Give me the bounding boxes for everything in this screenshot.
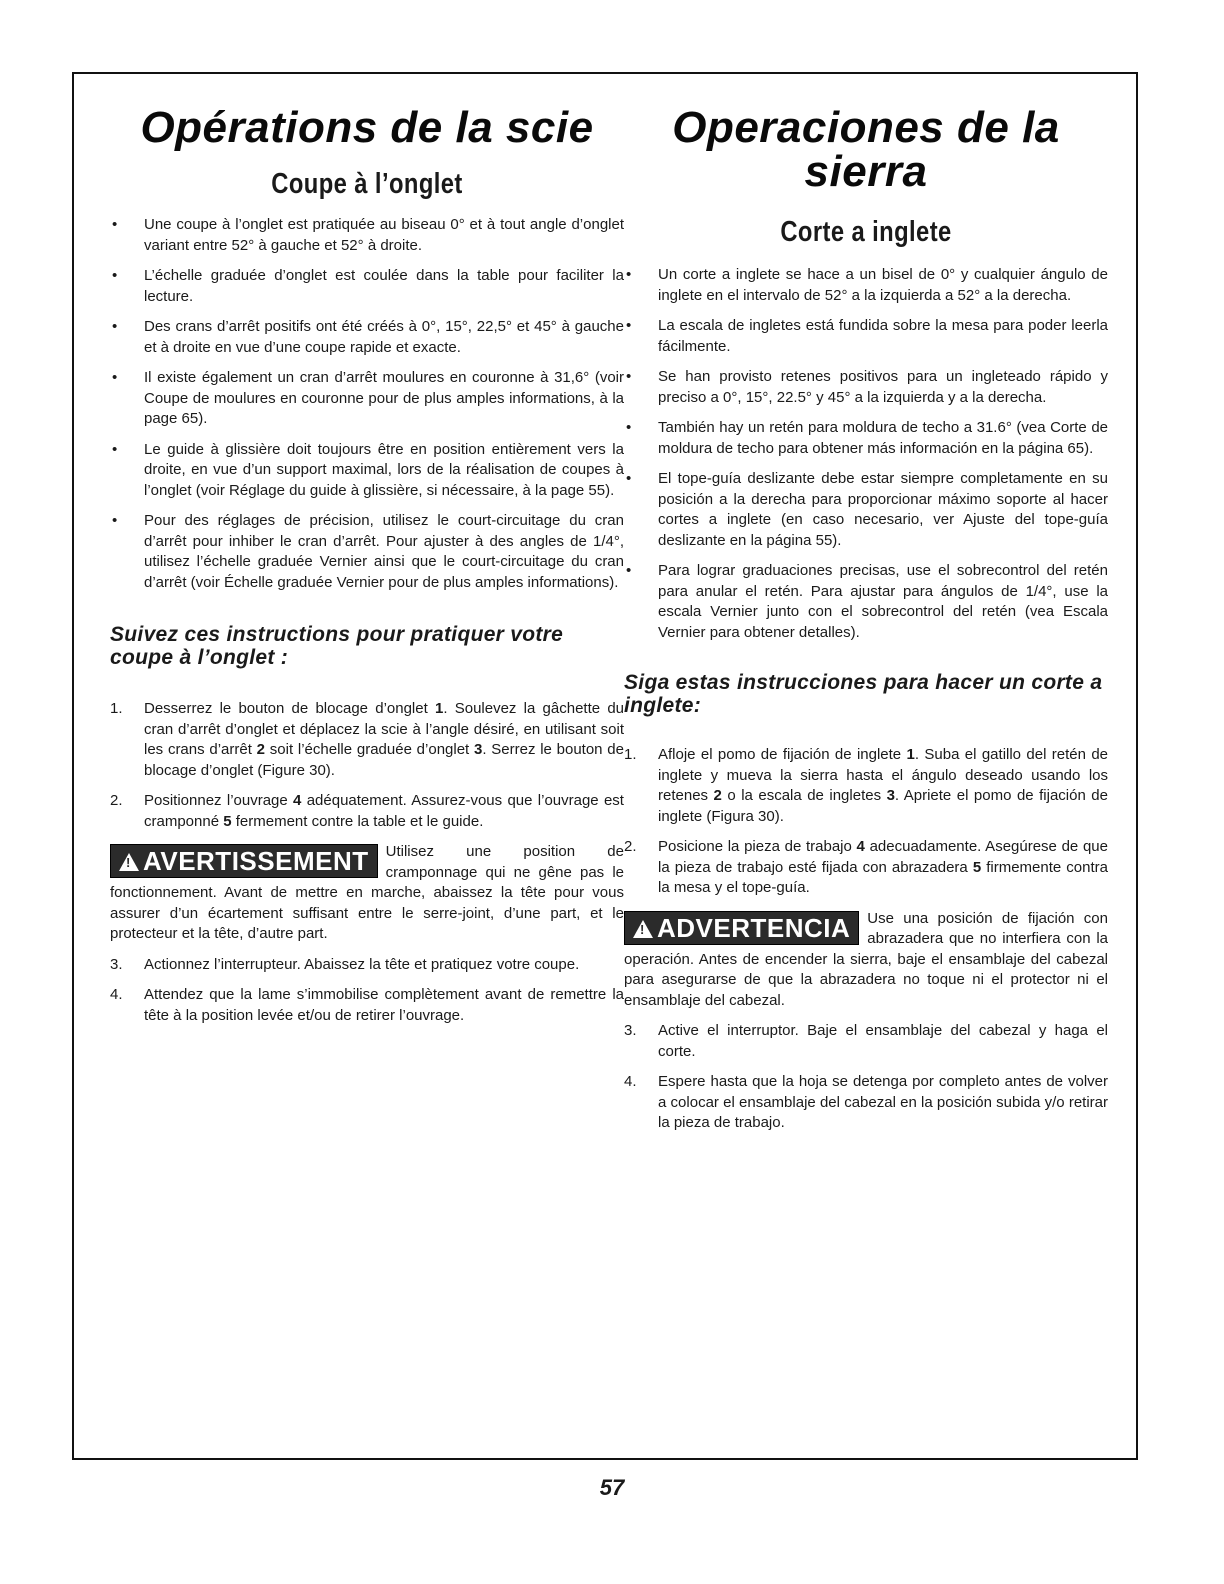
es-step-text: Posicione la pieza de trabajo — [658, 838, 857, 855]
fr-bullet-list — [110, 215, 624, 593]
fr-step-text: soit l’échelle graduée d’onglet — [265, 741, 474, 758]
es-step-text: Active el interruptor. Baje el ensamblaje del cabezal y haga el corte. — [658, 1022, 1108, 1060]
fr-step — [110, 699, 624, 781]
fr-bullet: • Une coupe à l’onglet est pratiquée au biseau 0° et à tout angle d’onglet variant entre 52° à gauche et 52° à droite. — [110, 215, 624, 256]
french-column — [110, 74, 624, 1036]
es-bullet: • Un corte a inglete se hace a un bisel de 0° y cualquier ángulo de inglete en el intervalo de 52° a la izquierda a 52° a la derecha. — [624, 265, 1108, 306]
fr-bullet: • Des crans d’arrêt positifs ont été créés à 0°, 15°, 22,5° et 45° à gauche et à droite en vue d’une coupe rapide et exacte. — [110, 317, 624, 358]
warning-triangle-icon — [633, 920, 653, 938]
page-number: 57 — [599, 1475, 625, 1500]
es-step — [624, 837, 1108, 899]
fr-step — [110, 955, 624, 976]
es-step-text: . Suba el gatillo del retén de inglete y mueva la sierra hasta el ángulo deseado usando los retenes — [658, 746, 1109, 804]
es-step-text: o la escala de ingletes — [721, 787, 887, 804]
es-section-title — [624, 103, 1108, 196]
fr-subsection-title: Coupe à l’onglet — [271, 168, 463, 200]
fr-warning-label: AVERTISSEMENT — [143, 846, 369, 876]
es-bullet: • El tope-guía deslizante debe estar siempre completamente en su posición a la derecha para proporcionar máximo soporte al hacer cortes a inglete (en caso necesario, ver Ajuste del tope-guía deslizante en la página 55). — [624, 469, 1108, 551]
es-ref-number: 1 — [906, 746, 915, 763]
es-bullet: • La escala de ingletes está fundida sobre la mesa para poder leerla fácilmente. — [624, 316, 1108, 357]
fr-instructions-heading: Suivez ces instructions pour pratiquer votre coupe à l’onglet : — [110, 623, 564, 669]
es-steps-list — [624, 745, 1108, 899]
fr-bullet: • Il existe également un cran d’arrêt moulures en couronne à 31,6° (voir Coupe de moulures en couronne pour de plus amples informations, à la page 65). — [110, 368, 624, 430]
es-bullet-list — [624, 265, 1108, 643]
fr-step-text: . Serrez le bouton de blocage d’onglet (Figure 30). — [144, 741, 624, 779]
es-step-text: Afloje el pomo de fijación de inglete — [658, 746, 907, 763]
fr-steps-list — [110, 699, 624, 832]
es-bullet: • También hay un retén para moldura de techo a 31.6° (vea Corte de moldura de techo para obtener más información en la página 65). — [624, 418, 1108, 459]
es-warning-text: Use una posición de fijación con abrazadera que no interfiera con la operación. Antes de encender la sierra, baje el ensamblaje del cabezal para asegurarse de que la abrazadera no toque ni el protector ni el ensamblaje del cabezal. — [624, 909, 1108, 1009]
fr-step — [110, 985, 624, 1026]
es-section-title-line2: sierra — [804, 147, 928, 196]
es-ref-number: 3 — [886, 787, 895, 804]
fr-bullet: • L’échelle graduée d’onglet est coulée dans la table pour faciliter la lecture. — [110, 266, 624, 307]
es-step-number: 2. — [624, 838, 637, 855]
es-bullet: • Para lograr graduaciones precisas, use el sobrecontrol del retén para anular el retén. Para ajustar para ángulos de 1/4°, use la escala Vernier junto con el sobrecontrol del retén (vea Escala Vernier para obtener detalles). — [624, 561, 1108, 643]
fr-step-number: 4. — [110, 986, 123, 1003]
es-step-text: Espere hasta que la hoja se detenga por completo antes de volver a colocar el ensamblaje del cabezal en la posición subida y/o retirar la pieza de trabajo. — [658, 1073, 1108, 1131]
es-bullet: • Se han provisto retenes positivos para un ingleteado rápido y preciso a 0°, 15°, 22.5° y 45° a la izquierda y a la derecha. — [624, 367, 1108, 408]
es-step-text: adecuadamente. Asegúrese de que la pieza de trabajo esté fijada con abrazadera — [658, 838, 1108, 876]
es-warning-block — [624, 909, 1108, 1012]
fr-step-text: Actionnez l’interrupteur. Abaissez la tête et pratiquez votre coupe. — [144, 955, 580, 973]
fr-step-text: Attendez que la lame s’immobilise complètement avant de remettre la tête à la position levée et/ou de retirer l’ouvrage. — [144, 986, 624, 1024]
es-step — [624, 1072, 1108, 1134]
fr-ref-number: 3 — [473, 741, 483, 758]
es-ref-number: 2 — [713, 787, 722, 804]
fr-ref-number: 1 — [435, 700, 444, 717]
fr-ref-number: 2 — [256, 741, 266, 758]
es-instructions-heading: Siga estas instrucciones para hacer un corte a inglete: — [624, 671, 1103, 717]
warning-triangle-icon — [119, 853, 139, 871]
fr-ref-number: 5 — [223, 812, 232, 830]
es-step-number: 3. — [624, 1022, 637, 1039]
fr-ref-number: 4 — [293, 792, 302, 809]
es-step-text: firmemente contra la mesa y el tope-guía. — [658, 858, 1108, 896]
fr-bullet: • Pour des réglages de précision, utilisez le court-circuitage du cran d’arrêt pour inhiber le cran d’arrêt. Pour ajuster à des angles de 1/4°, utilisez l’échelle graduée Vernier ainsi que le court-circuitage du cran d’arrêt (voir Échelle graduée Vernier pour de plus amples informations). — [110, 511, 624, 593]
fr-step-text: adéquatement. Assurez-vous que l’ouvrage est cramponné — [144, 792, 624, 830]
fr-step-text: Desserrez le bouton de blocage d’onglet — [144, 700, 435, 717]
es-step — [624, 1021, 1108, 1062]
fr-step-number: 3. — [110, 955, 123, 973]
es-step-text: . Apriete el pomo de fijación de inglete (Figura 30). — [658, 787, 1108, 825]
fr-warning-badge — [110, 844, 378, 878]
fr-step-number: 1. — [110, 700, 123, 717]
es-warning-label: ADVERTENCIA — [657, 912, 851, 943]
es-ref-number: 4 — [856, 838, 865, 855]
es-section-title-line1: Operaciones de la — [672, 103, 1060, 152]
fr-section-title: Opérations de la scie — [140, 103, 594, 152]
es-step — [624, 745, 1108, 827]
fr-warning-text: Utilisez une position de cramponnage qui ne gêne pas le fonctionnement. Avant de mettre en marche, abaissez la tête pour vous assurer d’un écartement suffisant entre le serre-joint, d’une part, et le protecteur et la tête, d’autre part. — [110, 843, 624, 942]
fr-warning-block — [110, 842, 624, 945]
fr-step-text: . Soulevez la gâchette du cran d’arrêt d’onglet et déplacez la scie à l’angle désiré, en utilisant soit les crans d’arrêt — [144, 700, 624, 758]
fr-steps-list-continued — [110, 955, 624, 1027]
es-warning-badge — [624, 911, 859, 945]
es-subsection-title: Corte a inglete — [780, 216, 952, 248]
es-steps-list-continued — [624, 1021, 1108, 1134]
fr-bullet: • Le guide à glissière doit toujours être en position entièrement vers la droite, en vue d’un support maximal, lors de la réalisation de coupes à l’onglet (voir Réglage du guide à glissière, si nécessaire, à la page 55). — [110, 440, 624, 502]
es-step-number: 1. — [624, 746, 637, 763]
fr-step-number: 2. — [110, 792, 123, 809]
fr-step-text: fermement contre la table et le guide. — [231, 812, 484, 830]
es-ref-number: 5 — [972, 858, 982, 876]
es-step-number: 4. — [624, 1073, 637, 1090]
spanish-column — [624, 74, 1108, 1144]
fr-step-text: Positionnez l’ouvrage — [144, 792, 294, 809]
fr-step — [110, 791, 624, 832]
page-frame — [72, 72, 1138, 1460]
